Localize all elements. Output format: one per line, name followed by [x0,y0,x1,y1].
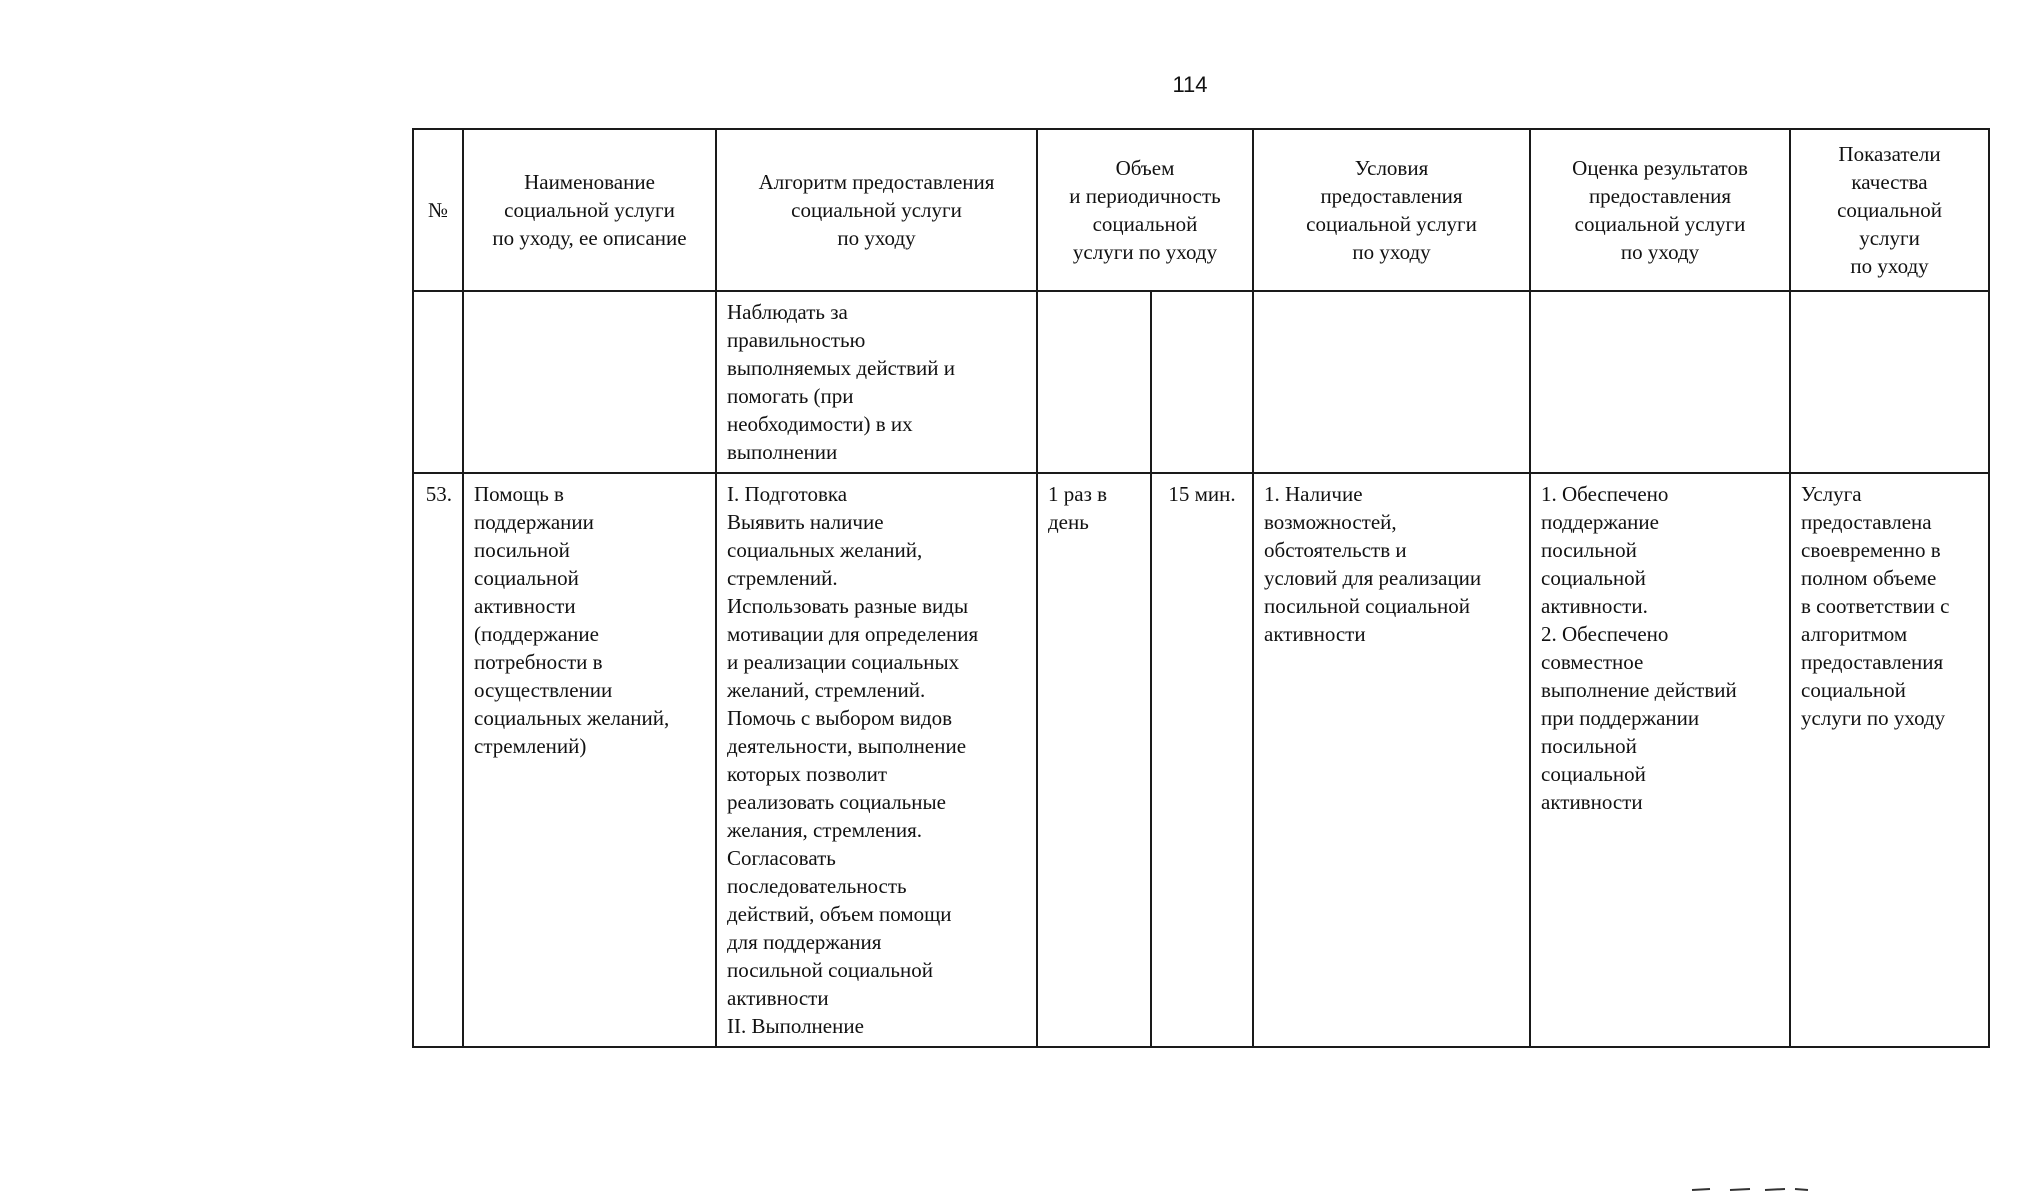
cell-quality [1790,291,1989,473]
cell-frequency [1037,291,1151,473]
header-evaluation: Оценка результатов предоставления социальной услуги по уходу [1530,129,1790,291]
page-number: 114 [1172,72,1208,97]
cell-duration: 15 мин. [1151,473,1253,1047]
cell-number [413,291,463,473]
table-row [413,473,1989,1047]
cell-conditions [1253,291,1530,473]
cell-algorithm: I. Подготовка Выявить наличие социальных желаний, стремлений. Использовать разные виды мотивации для определения и реализации социальных желаний, стремлений. Помочь с выбором видов деятельности, выполнение которых позволит реализовать социальные желания, стремления. Согласовать последовательность действий, объем помощи для поддержания посильной социальной активности II. Выполнение [716,473,1037,1047]
cell-frequency: 1 раз в день [1037,473,1151,1047]
cell-evaluation [1530,291,1790,473]
cell-number: 53. [413,473,463,1047]
table-row [413,291,1989,473]
services-table [412,128,1990,1048]
header-service-name: Наименование социальной услуги по уходу, ее описание [463,129,716,291]
cell-service-name [463,291,716,473]
cell-quality: Услуга предоставлена своевременно в полном объеме в соответствии с алгоритмом предоставления социальной услуги по уходу [1790,473,1989,1047]
cell-service-name: Помощь в поддержании посильной социальной активности (поддержание потребности в осуществлении социальных желаний, стремлений) [463,473,716,1047]
cell-duration [1151,291,1253,473]
cell-evaluation: 1. Обеспечено поддержание посильной социальной активности. 2. Обеспечено совместное выполнение действий при поддержании посильной социальной активности [1530,473,1790,1047]
table-header-row [413,129,1989,291]
scan-mark [1690,1186,1810,1192]
cell-algorithm: Наблюдать за правильностью выполняемых действий и помогать (при необходимости) в их выполнении [716,291,1037,473]
header-algorithm: Алгоритм предоставления социальной услуги по уходу [716,129,1037,291]
header-conditions: Условия предоставления социальной услуги по уходу [1253,129,1530,291]
cell-conditions: 1. Наличие возможностей, обстоятельств и условий для реализации посильной социальной активности [1253,473,1530,1047]
header-number: № [413,129,463,291]
header-quality: Показатели качества социальной услуги по уходу [1790,129,1989,291]
header-volume: Объем и периодичность социальной услуги по уходу [1037,129,1253,291]
